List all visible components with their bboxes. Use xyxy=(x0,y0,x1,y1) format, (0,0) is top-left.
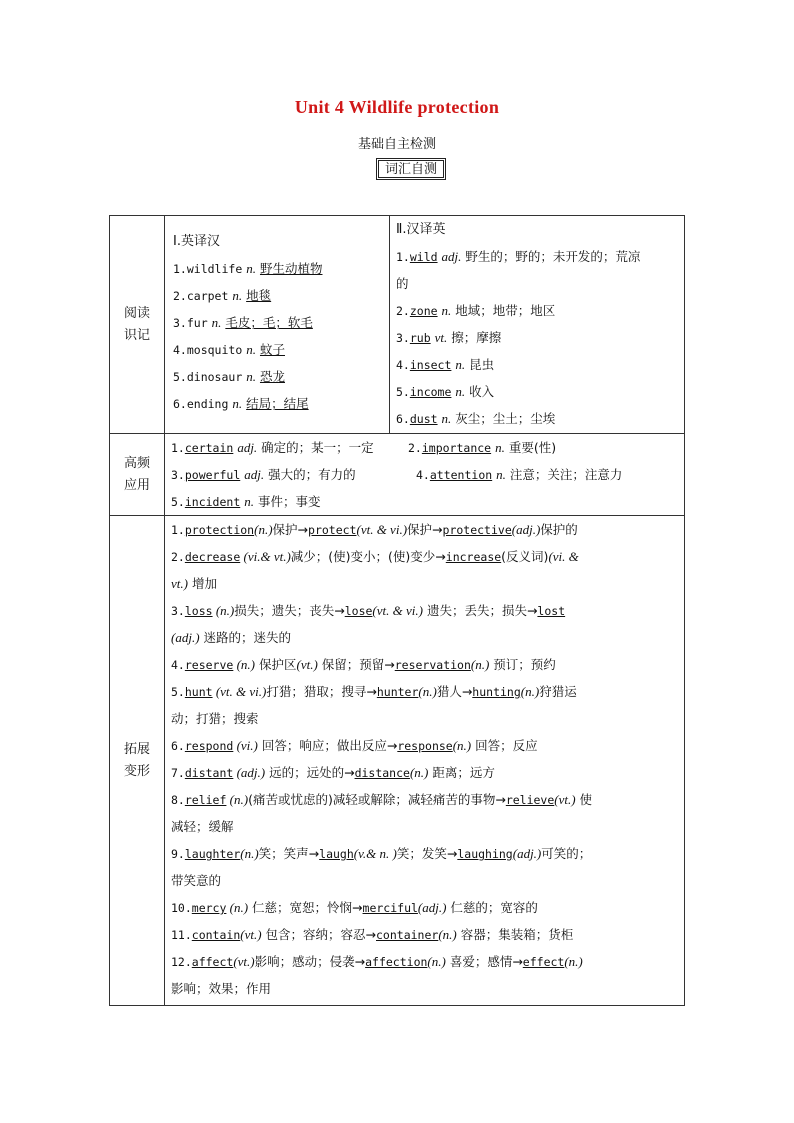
answer-word: laugh xyxy=(319,847,354,861)
answer-word: respond xyxy=(184,739,234,753)
item-answer: attention xyxy=(429,468,493,482)
item-number: 4. xyxy=(173,343,187,357)
expand-line xyxy=(165,948,684,975)
expand-row xyxy=(110,516,685,1006)
meaning-text: (痛苦或忧虑的)减轻或解除；减轻痛苦的事物→ xyxy=(248,792,506,807)
item-number: 1. xyxy=(171,441,185,455)
answer-word: protection xyxy=(184,523,255,537)
expand-line xyxy=(165,651,684,678)
expand-line xyxy=(165,786,684,813)
frequent-item xyxy=(171,488,320,516)
item-number: 5. xyxy=(396,385,410,399)
item-answer: 毛皮；毛；软毛 xyxy=(225,315,313,330)
item-pos: n. xyxy=(246,342,256,357)
part-of-speech: (n.) xyxy=(452,738,472,753)
expand-line xyxy=(165,516,684,543)
vocab-box-label: 词汇自测 xyxy=(378,160,444,178)
part-of-speech: (vi. & xyxy=(548,549,579,564)
item-pos: n. xyxy=(232,288,243,303)
frequent-row xyxy=(110,434,685,516)
part-of-speech: (adj.) xyxy=(417,900,447,915)
answer-word: loss xyxy=(184,604,213,618)
reading-row xyxy=(110,216,685,434)
item-word: ending xyxy=(186,397,229,411)
meaning-text: 减轻；缓解 xyxy=(171,819,234,834)
meaning-text: 回答；响应；做出反应→ xyxy=(257,738,398,753)
answer-word: relieve xyxy=(505,793,555,807)
expand-line xyxy=(165,624,684,651)
item-word: wildlife xyxy=(186,262,243,276)
part-of-speech: (n.) xyxy=(226,900,249,915)
part-of-speech: (n.) xyxy=(427,954,446,969)
item-number: 12. xyxy=(171,955,192,969)
part-of-speech: (vt.) xyxy=(554,792,576,807)
item-pos: vt. xyxy=(434,330,448,345)
item-number: 2. xyxy=(396,304,410,318)
part-of-speech: (n.) xyxy=(520,684,540,699)
answer-word: mercy xyxy=(191,901,227,915)
frequent-cell xyxy=(165,434,685,516)
answer-word: affection xyxy=(365,955,428,969)
answer-word: decrease xyxy=(184,550,241,564)
frequent-item xyxy=(171,434,408,462)
part-of-speech: (n.) xyxy=(226,792,249,807)
reading-category: 阅读 识记 xyxy=(110,216,165,434)
item-pos: n. xyxy=(211,315,222,330)
answer-word: distant xyxy=(184,766,234,780)
meaning-text: 笑；笑声→ xyxy=(258,846,320,861)
answer-word: laughing xyxy=(457,847,513,861)
meaning-text: 预订；预约 xyxy=(489,657,556,672)
answer-word: merciful xyxy=(362,901,418,915)
meaning-text: 遗失；丢失；损失→ xyxy=(422,603,538,618)
expand-category: 拓展 变形 xyxy=(110,516,165,1006)
page-title: Unit 4 Wildlife protection xyxy=(294,97,500,117)
item-answer: 恐龙 xyxy=(259,369,285,384)
meaning-text: 迷路的；迷失的 xyxy=(199,630,292,645)
expand-line xyxy=(165,867,684,894)
item-answer: income xyxy=(409,385,452,399)
meaning-text: 影响；效果；作用 xyxy=(171,981,272,996)
meaning-text: 可笑的； xyxy=(541,846,592,861)
expand-line xyxy=(165,678,684,705)
part-of-speech: (n.) xyxy=(470,657,490,672)
expand-line xyxy=(165,759,684,786)
answer-word: container xyxy=(376,928,439,942)
item-number: 1. xyxy=(171,523,185,537)
meaning-text: 减少；(使)变小；(使)变少→ xyxy=(290,549,446,564)
part-of-speech: (adj.) xyxy=(233,765,266,780)
answer-word: distance xyxy=(354,766,410,780)
section-subtitle: 基础自主检测 xyxy=(357,137,436,152)
meaning-text: 仁慈；宽恕；怜悯→ xyxy=(248,900,363,915)
item-answer: incident xyxy=(184,495,241,509)
item-word: mosquito xyxy=(186,343,243,357)
meaning-text: 损失；遗失；丧失→ xyxy=(234,603,345,618)
frequent-item xyxy=(408,434,556,462)
item-number: 2. xyxy=(408,441,422,455)
answer-word: hunting xyxy=(472,685,521,699)
zh-to-en-cell xyxy=(390,216,685,434)
list-item xyxy=(165,309,389,336)
item-number: 4. xyxy=(171,658,185,672)
item-pos: n. xyxy=(441,411,452,426)
frequent-item xyxy=(171,461,416,489)
answer-word: lose xyxy=(344,604,373,618)
frequent-item xyxy=(416,461,622,489)
item-number: 4. xyxy=(396,358,410,372)
meaning-text: 仁慈的；宽容的 xyxy=(446,900,538,915)
expand-line xyxy=(165,921,684,948)
part-of-speech: (n.) xyxy=(254,522,273,537)
item-number: 3. xyxy=(173,316,187,330)
answer-word: affect xyxy=(191,955,234,969)
answer-word: reserve xyxy=(184,658,234,672)
answer-word: protective xyxy=(442,523,512,537)
item-answer: certain xyxy=(184,441,234,455)
item-meaning: 强大的；有力的 xyxy=(268,467,356,482)
expand-cell xyxy=(165,516,685,1006)
item-number: 2. xyxy=(173,289,187,303)
item-number: 10. xyxy=(171,901,192,915)
item-number: 1. xyxy=(396,250,410,264)
expand-line xyxy=(165,570,684,597)
answer-word: reservation xyxy=(394,658,471,672)
expand-list xyxy=(165,516,684,1002)
item-meaning: 昆虫 xyxy=(469,357,495,372)
item-pos: n. xyxy=(455,384,466,399)
meaning-text: 远的；远处的→ xyxy=(265,765,355,780)
item-word: carpet xyxy=(186,289,229,303)
item-answer: rub xyxy=(409,331,431,345)
item-number: 1. xyxy=(173,262,187,276)
part-of-speech: (vi.) xyxy=(233,738,258,753)
item-answer: 蚊子 xyxy=(259,342,285,357)
expand-line xyxy=(165,705,684,732)
meaning-text: 容器；集装箱；货柜 xyxy=(456,927,574,942)
expand-line xyxy=(165,732,684,759)
item-number: 8. xyxy=(171,793,185,807)
part-of-speech: (n.) xyxy=(212,603,235,618)
item-answer: dust xyxy=(409,412,438,426)
part1-heading: Ⅰ.英译汉 xyxy=(173,234,220,249)
answer-word: hunter xyxy=(376,685,419,699)
meaning-text: 笑；发笑→ xyxy=(396,846,458,861)
item-number: 3. xyxy=(171,604,185,618)
item-meaning: 野生的；野的；未开发的；荒凉 xyxy=(465,249,641,264)
item-answer: importance xyxy=(421,441,492,455)
item-pos: adj. xyxy=(441,249,462,264)
expand-line xyxy=(165,840,684,867)
answer-word: response xyxy=(397,739,453,753)
meaning-text: (反义词) xyxy=(501,549,549,564)
item-answer: wild xyxy=(409,250,438,264)
item-pos: n. xyxy=(496,467,506,482)
part-of-speech: (adj.) xyxy=(512,846,542,861)
list-item xyxy=(165,336,389,363)
meaning-text: 影响；感动；侵袭→ xyxy=(254,954,366,969)
item-number: 5. xyxy=(173,370,187,384)
part-of-speech: (vt. & vi.) xyxy=(356,522,408,537)
meaning-text: 打猎；猎取；搜寻→ xyxy=(266,684,377,699)
part-of-speech: (vt.) xyxy=(296,657,318,672)
item-number: 5. xyxy=(171,495,185,509)
part-of-speech: (adj.) xyxy=(511,522,541,537)
expand-line xyxy=(165,597,684,624)
item-pos: n. xyxy=(495,440,505,455)
item-meaning: 确定的；某一；一定 xyxy=(261,440,374,455)
part-of-speech: (n.) xyxy=(409,765,429,780)
meaning-text: 保护→ xyxy=(272,522,309,537)
expand-line xyxy=(165,975,684,1002)
answer-word: protect xyxy=(308,523,357,537)
answer-word: lost xyxy=(537,604,566,618)
item-pos: adj. xyxy=(237,440,258,455)
item-pos: adj. xyxy=(244,467,265,482)
answer-word: laughter xyxy=(184,847,241,861)
part-of-speech: (n.) xyxy=(233,657,255,672)
list-item xyxy=(165,390,389,417)
item-number: 7. xyxy=(171,766,185,780)
part2-list xyxy=(390,243,684,432)
meaning-text: 狩猎运 xyxy=(539,684,577,699)
list-item-continued xyxy=(390,270,684,297)
item-pos: n. xyxy=(455,357,466,372)
item-number: 4. xyxy=(416,468,430,482)
item-answer: 结局；结尾 xyxy=(246,396,309,411)
vocab-table xyxy=(109,215,685,1006)
answer-word: relief xyxy=(184,793,227,807)
item-number: 6. xyxy=(396,412,410,426)
meaning-text: 包含；容纳；容忍→ xyxy=(261,927,376,942)
meaning-text: 使 xyxy=(575,792,593,807)
item-meaning: 地域；地带；地区 xyxy=(455,303,556,318)
meaning-text: 保护→ xyxy=(407,522,443,537)
item-answer: 野生动植物 xyxy=(259,261,323,276)
expand-line xyxy=(165,813,684,840)
answer-word: hunt xyxy=(184,685,213,699)
item-number: 9. xyxy=(171,847,185,861)
meaning-text: 保护的 xyxy=(540,522,578,537)
part-of-speech: (vi.& vt.) xyxy=(240,549,291,564)
item-meaning: 擦；摩擦 xyxy=(451,330,502,345)
part-of-speech: vt.) xyxy=(171,576,188,591)
list-item xyxy=(390,405,684,432)
item-pos: n. xyxy=(246,369,256,384)
part2-heading: Ⅱ.汉译英 xyxy=(396,222,446,237)
item-number: 5. xyxy=(171,685,185,699)
item-answer: insect xyxy=(409,358,452,372)
item-answer: 地毯 xyxy=(246,288,272,303)
item-meaning: 重要(性) xyxy=(508,440,557,455)
answer-word: effect xyxy=(522,955,565,969)
item-pos: n. xyxy=(244,494,254,509)
meaning-text: 保护区 xyxy=(255,657,297,672)
item-number: 3. xyxy=(171,468,185,482)
item-number: 2. xyxy=(171,550,185,564)
item-pos: n. xyxy=(441,303,452,318)
expand-line xyxy=(165,894,684,921)
meaning-text: 带笑意的 xyxy=(171,873,222,888)
list-item xyxy=(165,363,389,390)
item-word: fur xyxy=(186,316,208,330)
item-number: 3. xyxy=(396,331,410,345)
part-of-speech: (n.) xyxy=(240,846,259,861)
list-item xyxy=(390,297,684,324)
part-of-speech: (vt. & vi.) xyxy=(372,603,423,618)
list-item xyxy=(165,255,389,282)
part-of-speech: (n.) xyxy=(564,954,583,969)
frequent-line xyxy=(165,461,684,488)
meaning-text: 动；打猎；搜索 xyxy=(171,711,259,726)
part-of-speech: (vt.) xyxy=(240,927,262,942)
frequent-list xyxy=(165,434,684,515)
part-of-speech: (n.) xyxy=(418,684,437,699)
item-meaning-cont: 的 xyxy=(396,276,409,291)
item-pos: n. xyxy=(246,261,256,276)
answer-word: increase xyxy=(445,550,502,564)
expand-line xyxy=(165,543,684,570)
part1-list xyxy=(165,255,389,417)
item-number: 6. xyxy=(171,739,185,753)
answer-word: contain xyxy=(191,928,241,942)
item-word: dinosaur xyxy=(186,370,243,384)
part-of-speech: (vt. & vi.) xyxy=(212,684,267,699)
item-pos: n. xyxy=(232,396,243,411)
item-answer: powerful xyxy=(184,468,241,482)
item-meaning: 事件；事变 xyxy=(257,494,321,509)
meaning-text: 喜爱；感情→ xyxy=(445,954,523,969)
frequent-category: 高频 应用 xyxy=(110,434,165,516)
item-meaning: 收入 xyxy=(469,384,495,399)
item-answer: zone xyxy=(409,304,438,318)
part-of-speech: (n.) xyxy=(438,927,457,942)
list-item xyxy=(390,378,684,405)
part-of-speech: (v.& n. ) xyxy=(353,846,397,861)
part-of-speech: (adj.) xyxy=(171,630,200,645)
meaning-text: 猎人→ xyxy=(436,684,473,699)
list-item xyxy=(390,324,684,351)
item-number: 11. xyxy=(171,928,192,942)
list-item xyxy=(390,243,684,270)
item-meaning: 灰尘；尘土；尘埃 xyxy=(455,411,556,426)
meaning-text: 保留；预留→ xyxy=(317,657,395,672)
frequent-line xyxy=(165,488,684,515)
en-to-zh-cell xyxy=(165,216,390,434)
item-number: 6. xyxy=(173,397,187,411)
part-of-speech: (vt.) xyxy=(233,954,255,969)
meaning-text: 增加 xyxy=(187,576,217,591)
list-item xyxy=(390,351,684,378)
frequent-line xyxy=(165,434,684,461)
meaning-text: 回答；反应 xyxy=(471,738,538,753)
list-item xyxy=(165,282,389,309)
meaning-text: 距离；远方 xyxy=(428,765,495,780)
item-meaning: 注意；关注；注意力 xyxy=(509,467,623,482)
